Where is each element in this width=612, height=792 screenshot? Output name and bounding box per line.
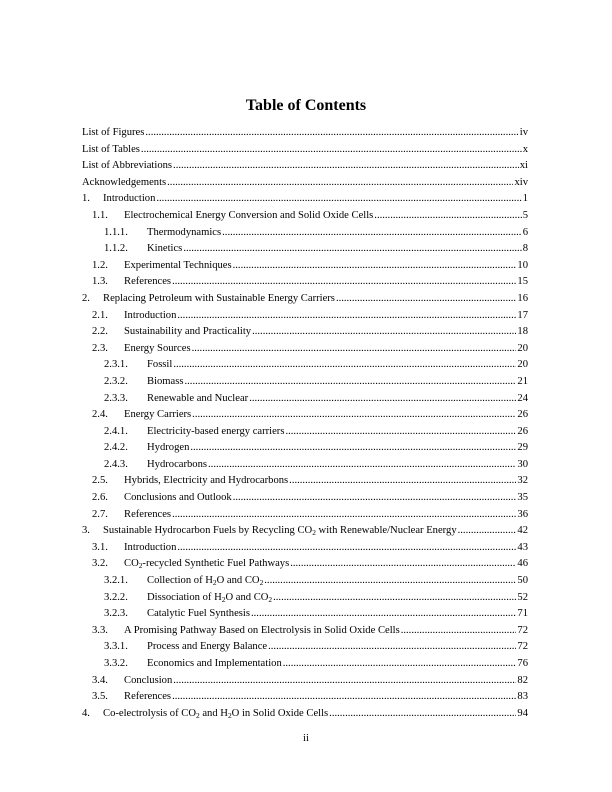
toc-entry-title: Co-electrolysis of $CO_2$ and $H_2O$ in Solid Oxide Cells: [103, 707, 329, 720]
toc-entry-page: x: [522, 143, 528, 155]
toc-entry-number: 3.3.1.: [104, 641, 128, 653]
toc-entry[interactable]: [82, 225, 528, 242]
toc-entry[interactable]: [82, 656, 528, 673]
toc-entry-title: Process and Energy Balance: [147, 641, 268, 653]
toc-entry-title: References: [124, 508, 172, 520]
toc-entry-number: 2.4.3.: [104, 458, 128, 470]
dot-leader: [233, 258, 517, 275]
toc-entry-title: Introduction: [124, 541, 177, 553]
page-number: ii: [303, 733, 309, 744]
toc-entry-page: 50: [517, 575, 528, 587]
toc-entry[interactable]: [82, 241, 528, 258]
toc-entry-number: 4.: [82, 707, 90, 719]
toc-entry[interactable]: [82, 291, 528, 308]
toc-entry-number: 2.4.: [92, 409, 108, 421]
toc-entry-title: References: [124, 276, 172, 288]
toc-entry[interactable]: [82, 324, 528, 341]
toc-entry-page: 26: [517, 425, 528, 437]
toc-entry-page: 35: [517, 492, 528, 504]
page-title: Table of Contents: [245, 97, 367, 114]
toc-entry-title: Electrochemical Energy Conversion and Solid Oxide Cells: [124, 209, 374, 221]
toc-entry-page: 72: [517, 624, 528, 636]
toc-entry-page: 72: [517, 641, 528, 653]
toc-entry[interactable]: [82, 374, 528, 391]
dot-leader: [156, 191, 521, 208]
toc-entry-title: Hydrocarbons: [147, 458, 208, 470]
toc-entry-number: 2.3.1.: [104, 359, 128, 371]
toc-entry[interactable]: [82, 175, 528, 192]
toc-entry[interactable]: [82, 440, 528, 457]
dot-leader: [141, 142, 522, 159]
toc-entry-page: xi: [519, 160, 528, 172]
dot-leader: [145, 125, 518, 142]
dot-leader: [190, 440, 516, 457]
toc-entry-title: Introduction: [103, 193, 156, 205]
dot-leader: [172, 689, 516, 706]
toc-entry[interactable]: [82, 507, 528, 524]
dot-leader: [289, 473, 516, 490]
toc-entry-number: 3.5.: [92, 691, 108, 703]
toc-entry-title: Conclusions and Outlook: [124, 492, 232, 504]
dot-leader: [222, 225, 522, 242]
dot-leader: [268, 639, 516, 656]
toc-entry-title: List of Figures: [82, 127, 145, 138]
toc-entry-page: 83: [517, 691, 528, 703]
toc-entry[interactable]: [82, 606, 528, 623]
toc-entry[interactable]: [82, 158, 528, 175]
toc-entry[interactable]: [82, 274, 528, 291]
toc-entry-page: 29: [517, 442, 528, 454]
toc-entry-title: Kinetics: [147, 243, 183, 255]
dot-leader: [172, 274, 516, 291]
toc-entry-page: 30: [517, 458, 528, 470]
toc-entry-number: 1.1.2.: [104, 243, 128, 255]
dot-leader: [252, 324, 516, 341]
toc-entry-title: Sustainability and Practicality: [124, 326, 252, 338]
toc-entry-title: A Promising Pathway Based on Electrolysis in Solid Oxide Cells: [124, 624, 400, 636]
toc-entry-page: 71: [517, 608, 528, 620]
toc-entry[interactable]: [82, 142, 528, 159]
toc-entry[interactable]: [82, 391, 528, 408]
dot-leader: [183, 241, 521, 258]
toc-entry[interactable]: [82, 308, 528, 325]
dot-leader: [283, 656, 517, 673]
toc-entry-number: 2.2.: [92, 326, 108, 338]
toc-entry-number: 2.1.: [92, 309, 108, 321]
dot-leader: [185, 374, 517, 391]
dot-leader: [192, 407, 516, 424]
toc-entry-page: 32: [517, 475, 528, 487]
toc-entry-page: 26: [517, 409, 528, 421]
toc-entry-number: 2.3.3.: [104, 392, 128, 404]
toc-entry[interactable]: [82, 125, 528, 142]
toc-entry-page: 20: [517, 359, 528, 371]
toc-entry[interactable]: [82, 357, 528, 374]
toc-entry[interactable]: [82, 341, 528, 358]
toc-entry[interactable]: [82, 523, 528, 540]
toc-entry-page: 15: [517, 276, 528, 288]
toc-entry-page: iv: [519, 127, 528, 138]
toc-entry-title: Economics and Implementation: [147, 658, 282, 669]
toc-entry-title: Introduction: [124, 309, 177, 321]
toc-entry-number: 3.2.3.: [104, 608, 128, 620]
dot-leader: [273, 590, 516, 607]
dot-leader: [329, 706, 516, 723]
dot-leader: [285, 424, 516, 441]
toc-entry-title: Thermodynamics: [147, 226, 222, 238]
toc-entry[interactable]: [82, 556, 528, 573]
toc-entry[interactable]: [82, 639, 528, 656]
toc-entry-number: 2.4.1.: [104, 425, 128, 437]
dot-leader: [177, 308, 516, 325]
toc-entry[interactable]: [82, 490, 528, 507]
toc-entry-page: 10: [517, 259, 528, 271]
toc-entry-number: 1.1.1.: [104, 226, 128, 238]
toc-entry-title: Dissociation of $H_2O$ and $CO_2$: [147, 591, 273, 604]
toc-entry-title: Biomass: [147, 375, 184, 387]
toc-entry-number: 3.2.1.: [104, 575, 128, 587]
toc-entry-number: 2.6.: [92, 492, 108, 504]
toc-entry-page: 24: [517, 392, 528, 404]
toc-entry-page: 18: [517, 326, 528, 338]
toc-entry-title: Replacing Petroleum with Sustainable Energy Carriers: [103, 292, 335, 304]
toc-entry-number: 2.4.2.: [104, 442, 128, 454]
dot-leader: [290, 556, 516, 573]
toc-entry-title: Energy Carriers: [124, 409, 192, 421]
toc-entry-page: 76: [517, 658, 528, 669]
toc-entry-number: 3.: [82, 525, 90, 537]
toc-entry-title: References: [124, 691, 172, 703]
dot-leader: [167, 175, 513, 192]
toc-entry-page: 6: [522, 226, 528, 238]
toc-entry[interactable]: [82, 673, 528, 690]
toc-entry-title: Electricity-based energy carriers: [147, 425, 285, 437]
toc-entry-number: 3.2.: [92, 558, 108, 570]
toc-entry-page: 42: [517, 525, 528, 537]
dot-leader: [173, 158, 519, 175]
toc-entry-number: 2.3.2.: [104, 375, 128, 387]
toc-entry-page: 82: [517, 674, 528, 686]
toc-entry-number: 3.4.: [92, 674, 108, 686]
toc-entry-title: Renewable and Nuclear: [147, 392, 249, 404]
dot-leader: [458, 523, 517, 540]
toc-entry-page: 16: [517, 292, 528, 304]
toc-entry-page: 94: [517, 707, 528, 719]
toc-entry-page: 43: [517, 541, 528, 553]
toc-entry-title: Catalytic Fuel Synthesis: [147, 608, 250, 620]
toc-entry-page: 1: [522, 193, 528, 205]
dot-leader: [208, 457, 516, 474]
dot-leader: [249, 391, 516, 408]
dot-leader: [173, 357, 516, 374]
toc-entry[interactable]: [82, 208, 528, 225]
toc-entry-title: Collection of $H_2O$ and $CO_2$: [147, 575, 264, 587]
toc-entry-page: 17: [517, 309, 528, 321]
toc-entry[interactable]: [82, 573, 528, 590]
dot-leader: [251, 606, 516, 623]
toc-entry[interactable]: [82, 407, 528, 424]
toc-entry[interactable]: [82, 191, 528, 208]
dot-leader: [177, 540, 516, 557]
toc-entry[interactable]: [82, 258, 528, 275]
toc-entry-number: 1.: [82, 193, 90, 205]
toc-entry-page: xiv: [514, 176, 528, 188]
table-of-contents: [82, 125, 528, 722]
toc-entry-page: 8: [522, 243, 528, 255]
toc-entry-number: 1.2.: [92, 259, 108, 271]
toc-entry[interactable]: [82, 457, 528, 474]
toc-entry-title: $CO_2$-recycled Synthetic Fuel Pathways: [124, 558, 290, 571]
dot-leader: [374, 208, 521, 225]
toc-entry-number: 2.7.: [92, 508, 108, 520]
toc-entry-title: Energy Sources: [124, 342, 191, 354]
toc-entry-number: 2.3.: [92, 342, 108, 354]
toc-entry-title: Sustainable Hydrocarbon Fuels by Recycling $CO_2$ with Renewable/Nuclear Energy: [103, 525, 457, 538]
toc-entry[interactable]: [82, 706, 528, 723]
toc-entry[interactable]: [82, 424, 528, 441]
toc-entry[interactable]: [82, 590, 528, 607]
toc-entry-page: 52: [517, 591, 528, 603]
toc-entry-number: 2.: [82, 292, 90, 304]
toc-entry-title: Hydrogen: [147, 442, 190, 454]
toc-entry-title: Fossil: [147, 359, 173, 371]
toc-entry-title: Conclusion: [124, 674, 173, 686]
toc-entry[interactable]: [82, 540, 528, 557]
dot-leader: [401, 623, 517, 640]
toc-entry-page: 36: [517, 508, 528, 520]
dot-leader: [172, 507, 516, 524]
toc-entry-number: 2.5.: [92, 475, 108, 487]
toc-entry-number: 3.2.2.: [104, 591, 128, 603]
toc-entry-title: Experimental Techniques: [124, 259, 232, 271]
toc-entry-title: Acknowledgements: [82, 176, 167, 188]
toc-entry-page: 5: [522, 209, 528, 221]
toc-entry-page: 21: [517, 375, 528, 387]
dot-leader: [233, 490, 517, 507]
toc-entry-number: 1.3.: [92, 276, 108, 288]
dot-leader: [192, 341, 517, 358]
dot-leader: [336, 291, 516, 308]
dot-leader: [264, 573, 516, 590]
toc-entry-title: Hybrids, Electricity and Hydrocarbons: [124, 475, 289, 487]
dot-leader: [173, 673, 516, 690]
toc-entry-title: List of Abbreviations: [82, 160, 173, 172]
toc-entry[interactable]: [82, 689, 528, 706]
toc-entry[interactable]: [82, 473, 528, 490]
toc-entry-number: 1.1.: [92, 209, 108, 221]
toc-entry[interactable]: [82, 623, 528, 640]
toc-entry-number: 3.3.2.: [104, 658, 128, 669]
toc-entry-title: List of Tables: [82, 143, 140, 155]
toc-entry-number: 3.1.: [92, 541, 108, 553]
toc-entry-page: 20: [517, 342, 528, 354]
toc-entry-page: 46: [517, 558, 528, 570]
toc-entry-number: 3.3.: [92, 624, 108, 636]
